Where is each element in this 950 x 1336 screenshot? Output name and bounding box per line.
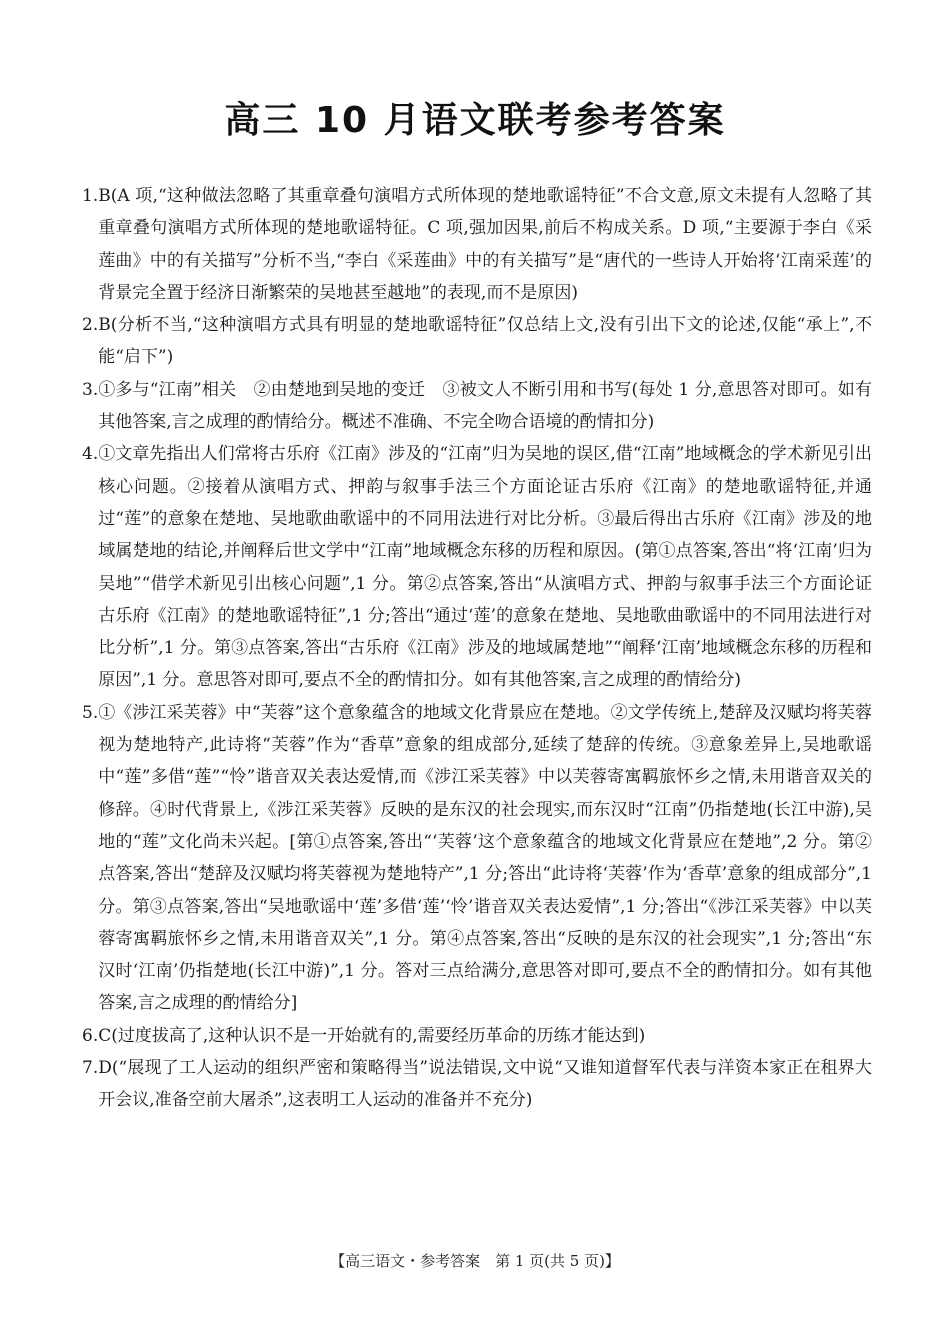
answer-item xyxy=(82,180,872,309)
answer-item xyxy=(82,1020,872,1052)
page-title: 高三 10 月语文联考参考答案 xyxy=(224,100,726,141)
answer-number: 7. xyxy=(82,1058,99,1079)
answer-text: B(分析不当,“这种演唱方式具有明显的楚地歌谣特征”仅总结上文,没有引出下文的论述,仅能“承上”,不能“启下”) xyxy=(98,315,872,368)
answer-item xyxy=(82,697,872,1020)
answer-number: 6. xyxy=(82,1025,99,1046)
answer-text: ①多与“江南”相关 ②由楚地到吴地的变迁 ③被文人不断引用和书写(每处 1 分,意思答对即可。如有其他答案,言之成理的酌情给分。概述不准确、不完全吻合语境的酌情扣分) xyxy=(98,379,872,433)
answer-number: 1. xyxy=(82,186,99,206)
answer-number: 3. xyxy=(82,379,99,400)
answer-number: 4. xyxy=(82,444,99,465)
answer-item xyxy=(82,374,872,439)
answer-number: 5. xyxy=(82,702,99,723)
answer-text: ①文章先指出人们常将古乐府《江南》涉及的“江南”归为吴地的误区,借“江南”地域概念的学术新见引出核心问题。②接着从演唱方式、押韵与叙事手法三个方面论证古乐府《江南》的楚地歌谣特征,并通过“莲”的意象在楚地、吴地歌曲歌谣中的不同用法进行对比分析。③最后得出古乐府《江南》涉及的地域属楚地的结论,并阐释后世文学中“江南”地域概念东移的历程和原因。(第①点答案,答出“将‘江南’归为吴地”“借学术新见引出核心问题”,1 分。第②点答案,答出“从演唱方式、押韵与叙事手法三个方面论证古乐府《江南》的楚地歌谣特征”,1 分;答出“通过‘莲’的意象在楚地、吴地歌曲歌谣中的不同用法进行对比分析”,1 分。第③点答案,答出“古乐府《江南》涉及的地域属楚地”“阐释‘江南’地域概念东移的历程和原因”,1 分。意思答对即可,要点不全的酌情扣分。如有其他答案,言之成理的酌情给分) xyxy=(98,444,872,691)
answer-number: 2. xyxy=(82,315,99,336)
page-footer: 【高三语文・参考答案 第 1 页(共 5 页)】 xyxy=(330,1252,620,1270)
answer-item xyxy=(82,309,872,374)
answer-text: ①《涉江采芙蓉》中“芙蓉”这个意象蕴含的地域文化背景应在楚地。②文学传统上,楚辞及汉赋均将芙蓉视为楚地特产,此诗将“芙蓉”作为“香草”意象的组成部分,延续了楚辞的传统。③意象差异上,吴地歌谣中“莲”多借“莲”“怜”谐音双关表达爱情,而《涉江采芙蓉》中以芙蓉寄寓羁旅怀乡之情,未用谐音双关的修辞。④时代背景上,《涉江采芙蓉》反映的是东汉的社会现实,而东汉时“江南”仍指楚地(长江中游),吴地的“莲”文化尚未兴起。[第①点答案,答出“‘芙蓉’这个意象蕴含的地域文化背景应在楚地”,2 分。第②点答案,答出“楚辞及汉赋均将芙蓉视为楚地特产”,1 分;答出“此诗将‘芙蓉’作为‘香草’意象的组成部分”,1 分。第③点答案,答出“吴地歌谣中‘莲’多借‘莲’‘怜’谐音双关表达爱情”,1 分;答出“《涉江采芙蓉》中以芙蓉寄寓羁旅怀乡之情,未用谐音双关”,1 分。第④点答案,答出“反映的是东汉的社会现实”,1 分;答出“东汉时‘江南’仍指楚地(长江中游)”,1 分。答对三点给满分,意思答对即可,要点不全的酌情扣分。如有其他答案,言之成理的酌情给分] xyxy=(98,702,872,1014)
answer-item xyxy=(82,1052,872,1117)
answer-text: B(A 项,“这种做法忽略了其重章叠句演唱方式所体现的楚地歌谣特征”不合文意,原文未提有人忽略了其重章叠句演唱方式所体现的楚地歌谣特征。C 项,强加因果,前后不构成关系。D 项,“主要源于李白《采莲曲》中的有关描写”分析不当,“李白《采莲曲》中的有关描写”是“唐代的一些诗人开始将‘江南采莲’的背景完全置于经济日渐繁荣的吴地甚至越地”的表现,而不是原因) xyxy=(98,186,872,303)
answer-list xyxy=(82,180,872,1117)
answer-text: C(过度拔高了,这种认识不是一开始就有的,需要经历革命的历练才能达到) xyxy=(98,1025,646,1046)
answer-text: D(“展现了工人运动的组织严密和策略得当”说法错误,文中说“又谁知道督军代表与洋资本家正在租界大开会议,准备空前大屠杀”,这表明工人运动的准备并不充分) xyxy=(98,1058,872,1111)
answer-item xyxy=(82,438,872,696)
